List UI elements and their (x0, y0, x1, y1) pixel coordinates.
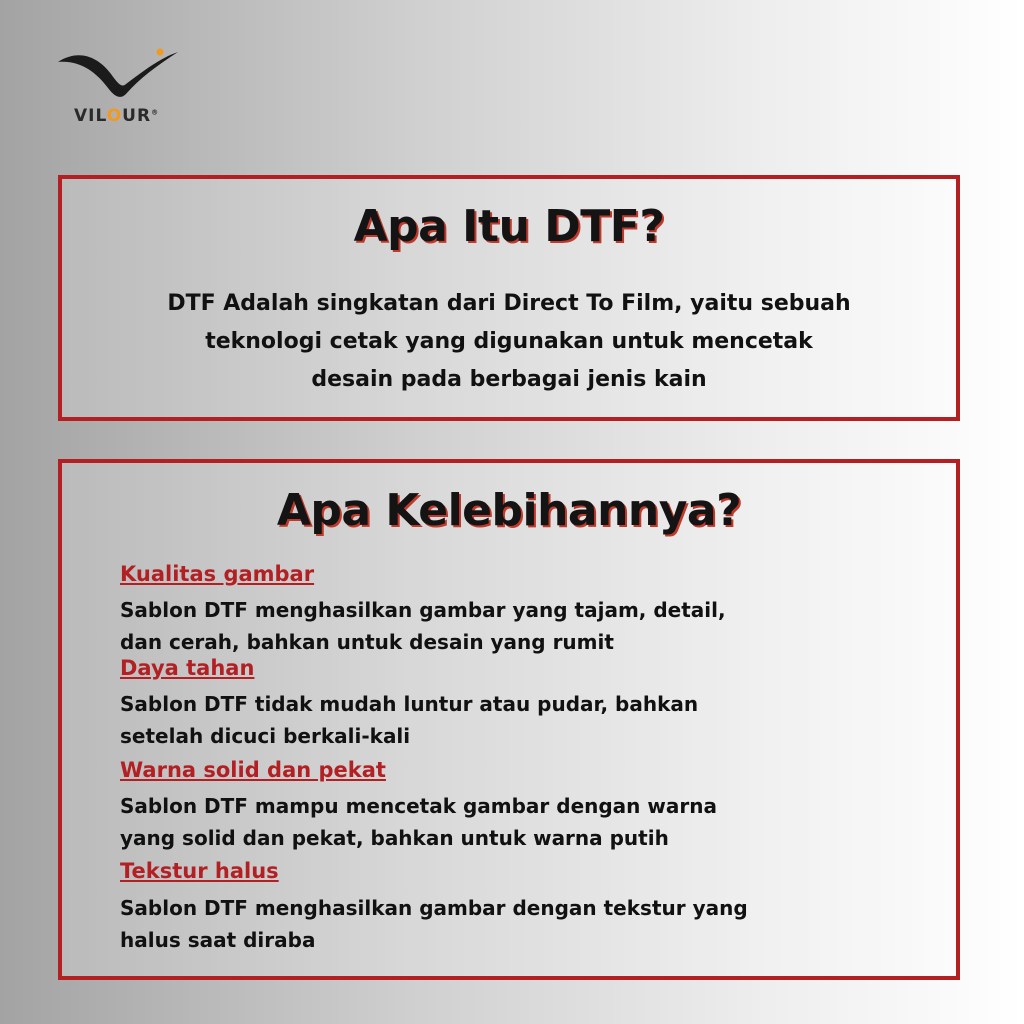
logo-wordmark: VILOUR® (74, 106, 160, 126)
advantages-card (58, 459, 960, 980)
advantage-title: Daya tahan (120, 656, 255, 680)
advantage-text: Sablon DTF menghasilkan gambar dengan tekstur yang halus saat diraba (120, 896, 748, 952)
logo-swoosh-icon (56, 44, 186, 104)
advantage-text: Sablon DTF tidak mudah luntur atau pudar, bahkan setelah dicuci berkali-kali (120, 692, 699, 748)
section-description: DTF Adalah singkatan dari Direct To Film, yaitu sebuah teknologi cetak yang digunakan untuk mencetak desain pada berbagai jenis kain (167, 291, 851, 392)
advantage-text: Sablon DTF menghasilkan gambar yang tajam, detail, dan cerah, bahkan untuk desain yang rumit (120, 598, 726, 654)
what-is-dtf-card (58, 175, 960, 421)
advantage-title: Warna solid dan pekat (120, 758, 386, 782)
section-title: Apa Itu DTF? (353, 201, 665, 252)
section-title: Apa Kelebihannya? (276, 485, 742, 536)
advantage-title: Tekstur halus (120, 859, 279, 883)
vilour-logo (56, 44, 196, 134)
advantage-text: Sablon DTF mampu mencetak gambar dengan warna yang solid dan pekat, bahkan untuk warna putih (120, 794, 717, 850)
advantage-title: Kualitas gambar (120, 562, 315, 586)
